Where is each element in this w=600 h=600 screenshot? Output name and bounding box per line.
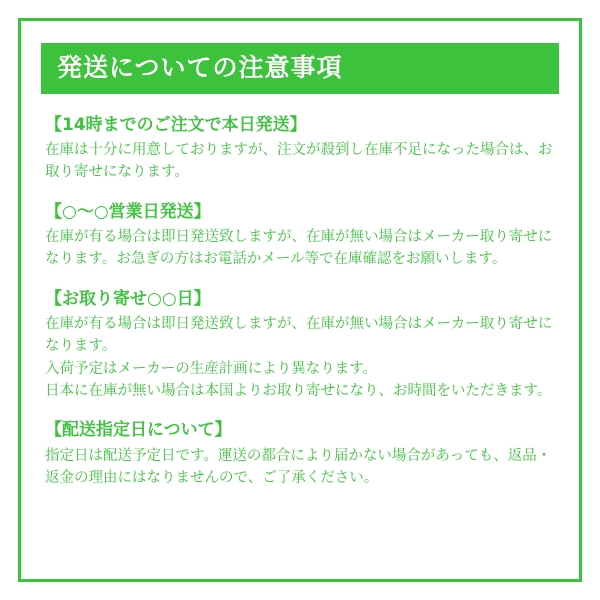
section-line: 在庫は十分に用意しておりますが、注文が殺到し在庫不足になった場合は、お取り寄せになります。 — [45, 142, 553, 181]
section-body — [45, 445, 555, 489]
page-title: 発送についての注意事項 — [41, 43, 559, 94]
section-line: 指定日は配送予定日です。運送の都合により届かない場合があっても、返品・返金の理由にはなりませんので、ご了承ください。 — [45, 447, 552, 486]
notice-section — [45, 201, 555, 271]
section-heading: 【配送指定日について】 — [45, 419, 232, 440]
section-line: 在庫が有る場合は即日発送致しますが、在庫が無い場合はメーカー取り寄せになります。お急ぎの方はお電話かメール等で在庫確認をお願いします。 — [45, 229, 553, 268]
section-heading: 【14時までのご注文で本日発送】 — [45, 114, 307, 135]
section-heading: 【お取り寄せ○○日】 — [45, 288, 211, 309]
notice-content — [41, 114, 559, 489]
notice-section — [45, 114, 555, 184]
notice-section — [45, 288, 555, 402]
section-body — [45, 313, 555, 401]
section-body — [45, 226, 555, 270]
section-heading: 【○〜○営業日発送】 — [45, 201, 211, 222]
section-body — [45, 139, 555, 183]
section-line: 在庫が有る場合は即日発送致しますが、在庫が無い場合はメーカー取り寄せになります。 — [45, 316, 553, 355]
notice-section — [45, 419, 555, 489]
notice-frame — [18, 18, 582, 582]
section-line: 入荷予定はメーカーの生産計画により異なります。 — [45, 360, 378, 377]
section-line: 日本に在庫が無い場合は本国よりお取り寄せになり、お時間をいただきます。 — [45, 382, 552, 399]
